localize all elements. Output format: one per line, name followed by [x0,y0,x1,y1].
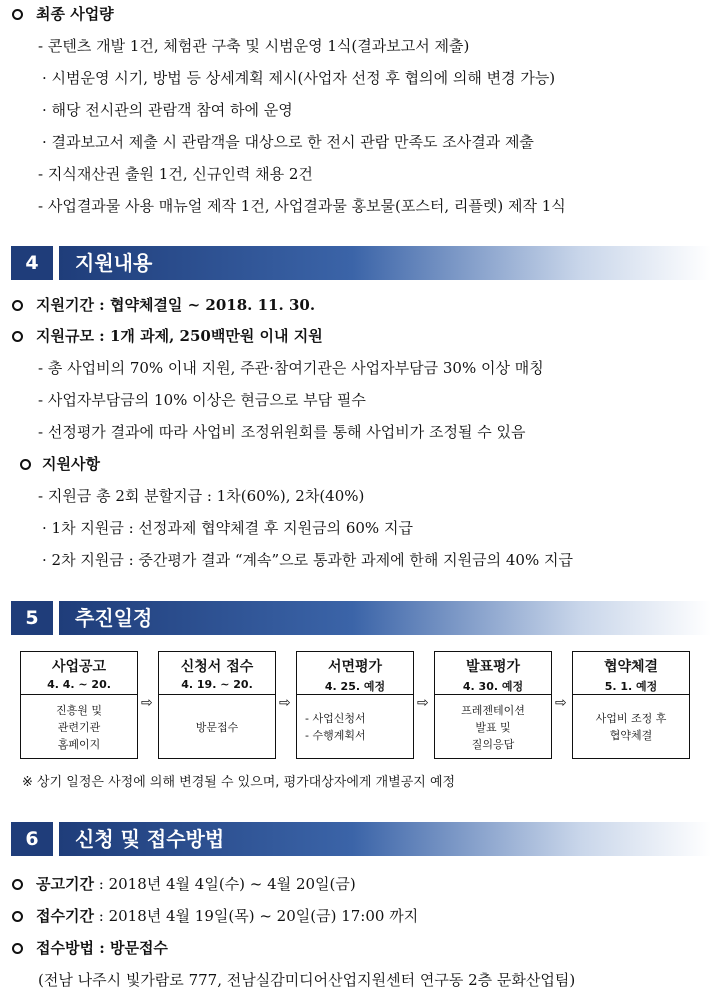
arrow-right-icon: ⇨ [279,695,291,711]
list-item: - 지식재산권 출원 1건, 신규인력 채용 2건 [38,165,313,183]
step-date: 4. 19. ~ 20. [181,678,253,691]
step-title: 협약체결 [603,659,659,675]
bullet-icon [12,9,23,20]
schedule-step: 사업공고 4. 4. ~ 20. 진흥원 및 관련기관 홈페이지 [20,651,138,759]
list-item: - 콘텐츠 개발 1건, 체험관 구축 및 시범운영 1식(결과보고서 제출) [38,37,470,55]
list-item: · 2차 지원금 : 중간평가 결과 “계속”으로 통과한 과제에 한해 지원금의 40% 지급 [42,551,573,569]
final-output-heading: 최종 사업량 [36,5,114,23]
bullet-icon [12,911,23,922]
support-scale: 지원규모 : 1개 과제, 250백만원 이내 지원 [36,327,323,345]
schedule-step: 협약체결 5. 1. 예정 사업비 조정 후 협약체결 [572,651,690,759]
bullet-icon [20,459,31,470]
schedule-note: ※ 상기 일정은 사정에 의해 변경될 수 있으며, 평가대상자에게 개별공지 예정 [22,775,456,790]
list-item: - 총 사업비의 70% 이내 지원, 주관·참여기관은 사업자부담금 30% 이상 매칭 [38,359,544,377]
section-title: 추진일정 [75,606,153,630]
section-number: 5 [11,601,53,635]
list-item: - 선정평가 결과에 따라 사업비 조정위원회를 통해 사업비가 조정될 수 있음 [38,423,526,441]
step-title: 신청서 접수 [180,659,254,675]
list-item: · 결과보고서 제출 시 관람객을 대상으로 한 전시 관람 만족도 조사결과 제출 [42,133,534,151]
step-title: 서면평가 [327,659,383,675]
bullet-icon [12,300,23,311]
schedule-step: 신청서 접수 4. 19. ~ 20. 방문접수 [158,651,276,759]
list-item: - 사업결과물 사용 매뉴얼 제작 1건, 사업결과물 홍보물(포스터, 리플렛) 제작 1식 [38,197,566,215]
step-date: 4. 4. ~ 20. [47,678,111,691]
arrow-right-icon: ⇨ [417,695,429,711]
arrow-right-icon: ⇨ [555,695,567,711]
section-4-header [11,246,711,280]
list-item: · 1차 지원금 : 선정과제 협약체결 후 지원금의 60% 지급 [42,519,413,537]
section-6-header [11,822,711,856]
support-period: 지원기간 : 협약체결일 ~ 2018. 11. 30. [36,296,316,314]
step-date: 4. 30. 예정 [462,680,524,693]
address: (전남 나주시 빛가람로 777, 전남실감미디어산업지원센터 연구동 2층 문화산업팀) [38,971,576,989]
schedule-step: 서면평가 4. 25. 예정 - 사업신청서 - 수행계획서 [296,651,414,759]
section-number: 4 [11,246,53,280]
section-number: 6 [11,822,53,856]
step-date: 4. 25. 예정 [324,680,386,693]
receipt-period: 접수기간 : 2018년 4월 19일(목) ~ 20일(금) 17:00 까지 [36,907,419,925]
step-title: 사업공고 [51,659,107,675]
arrow-right-icon: ⇨ [141,695,153,711]
step-date: 5. 1. 예정 [604,680,658,693]
notice-period: 공고기간 : 2018년 4월 4일(수) ~ 4월 20일(금) [36,875,356,893]
list-item: - 지원금 총 2회 분할지급 : 1차(60%), 2차(40%) [38,487,365,505]
section-5-header [11,601,711,635]
bullet-icon [12,331,23,342]
support-details-heading: 지원사항 [42,455,100,473]
section-title: 지원내용 [75,251,153,275]
section-title: 신청 및 접수방법 [75,827,225,851]
schedule-step: 발표평가 4. 30. 예정 프레젠테이션 발표 및 질의응답 [434,651,552,759]
bullet-icon [12,879,23,890]
bullet-icon [12,943,23,954]
list-item: · 시범운영 시기, 방법 등 상세계획 제시(사업자 선정 후 협의에 의해 변경 가능) [42,69,556,87]
list-item: - 사업자부담금의 10% 이상은 현금으로 부담 필수 [38,391,366,409]
list-item: · 해당 전시관의 관람객 참여 하에 운영 [42,101,293,119]
step-title: 발표평가 [465,659,521,675]
receipt-method: 접수방법 : 방문접수 [36,939,168,957]
